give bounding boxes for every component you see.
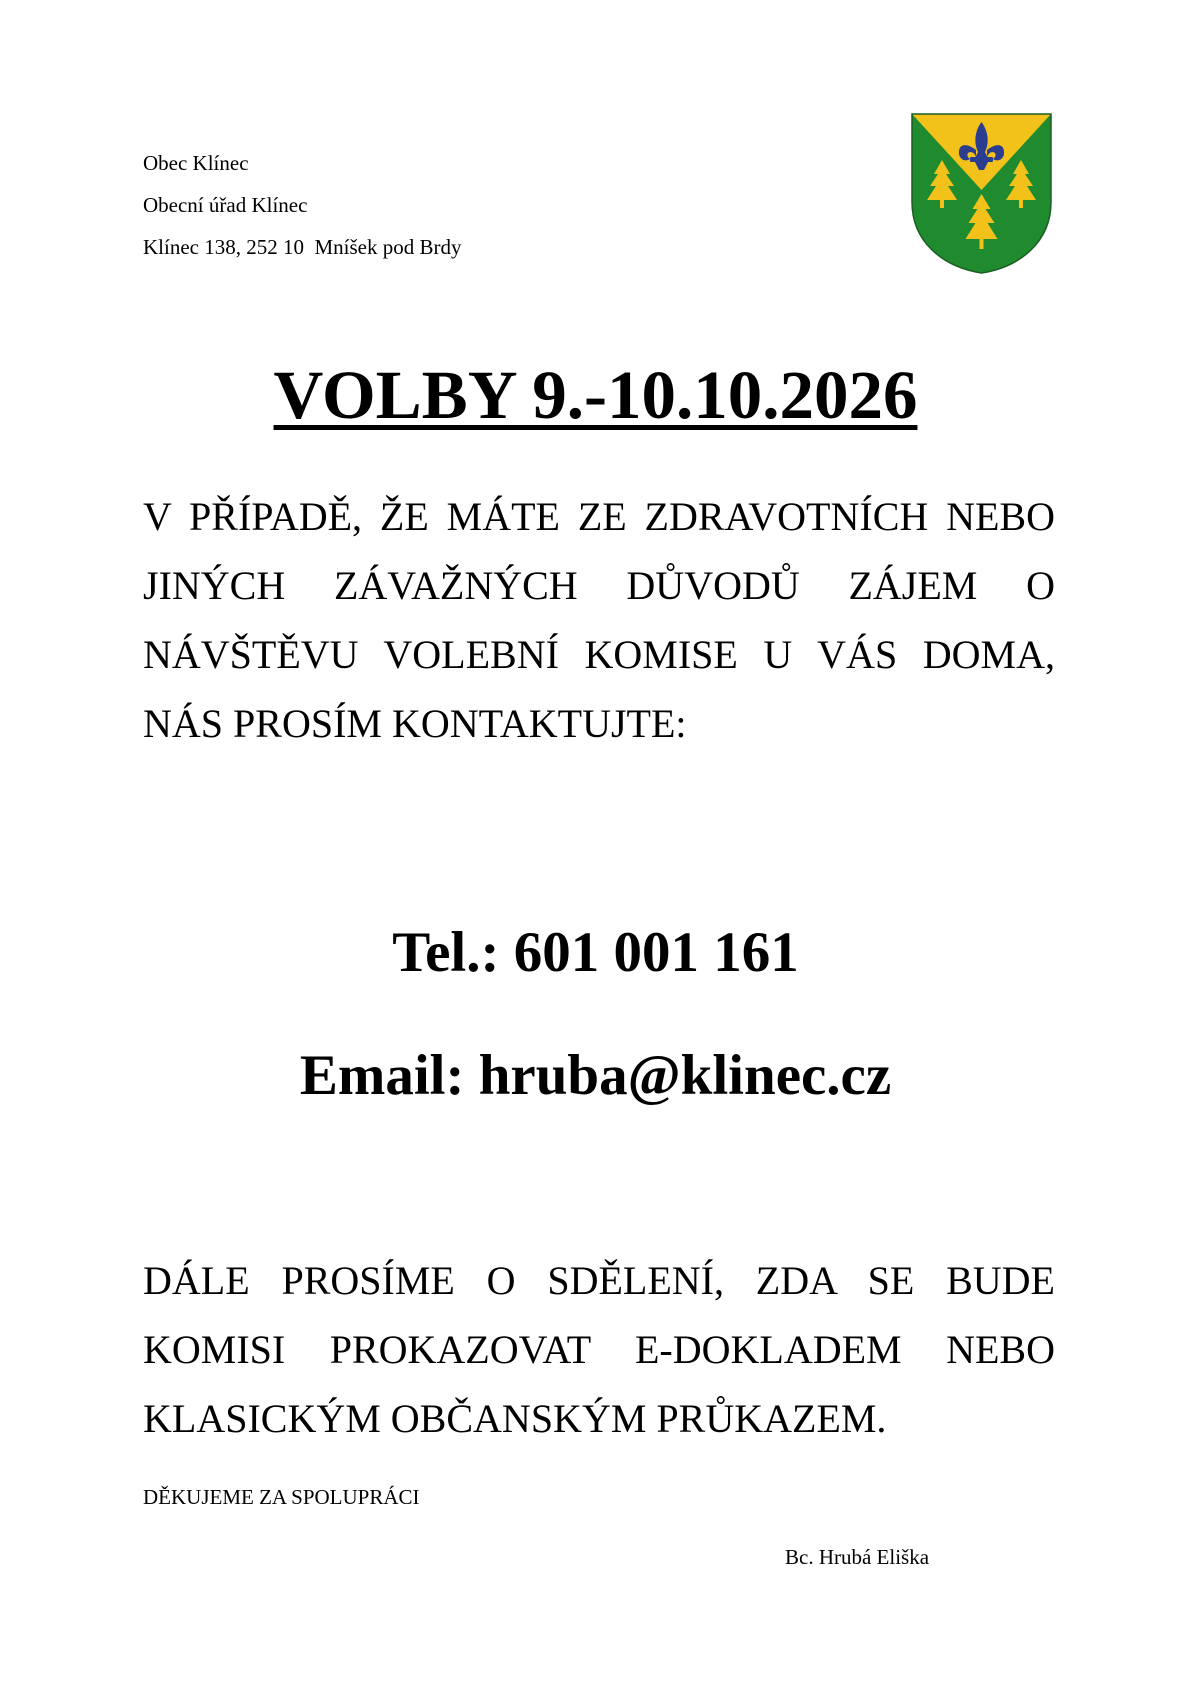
email-contact: Email: hruba@klinec.cz [299,1044,892,1107]
paragraph-line: KLASICKÝM OBČANSKÝM PRŮKAZEM. [143,1396,887,1441]
municipality-name: Obec Klínec [143,151,249,175]
paragraph-line: NÁS PROSÍM KONTAKTUJTE: [143,701,687,746]
postal-address: Klínec 138, 252 10 Mníšek pod Brdy [143,235,462,259]
paragraph-line: NÁVŠTĚVU VOLEBNÍ KOMISE U VÁS DOMA, [143,632,1055,677]
paragraph-line: KOMISI PROKAZOVAT E-DOKLADEM NEBO [143,1327,1055,1372]
home-visit-paragraph [143,482,1055,758]
coat-of-arms-icon [910,112,1053,275]
paragraph-line: JINÝCH ZÁVAŽNÝCH DŮVODŮ ZÁJEM O [143,563,1055,608]
phone-contact: Tel.: 601 001 161 [392,921,799,984]
page-title [0,355,1191,435]
paragraph-line: V PŘÍPADĚ, ŽE MÁTE ZE ZDRAVOTNÍCH NEBO [143,494,1055,539]
thanks-note: DĚKUJEME ZA SPOLUPRÁCI [143,1485,420,1509]
paragraph-line: DÁLE PROSÍME O SDĚLENÍ, ZDA SE BUDE [143,1258,1055,1303]
signature: Bc. Hrubá Eliška [785,1545,930,1569]
id-document-paragraph [143,1246,1055,1453]
title-text: VOLBY 9.-10.10.2026 [273,357,918,433]
office-name: Obecní úřad Klínec [143,193,308,217]
sender-address [143,142,461,268]
